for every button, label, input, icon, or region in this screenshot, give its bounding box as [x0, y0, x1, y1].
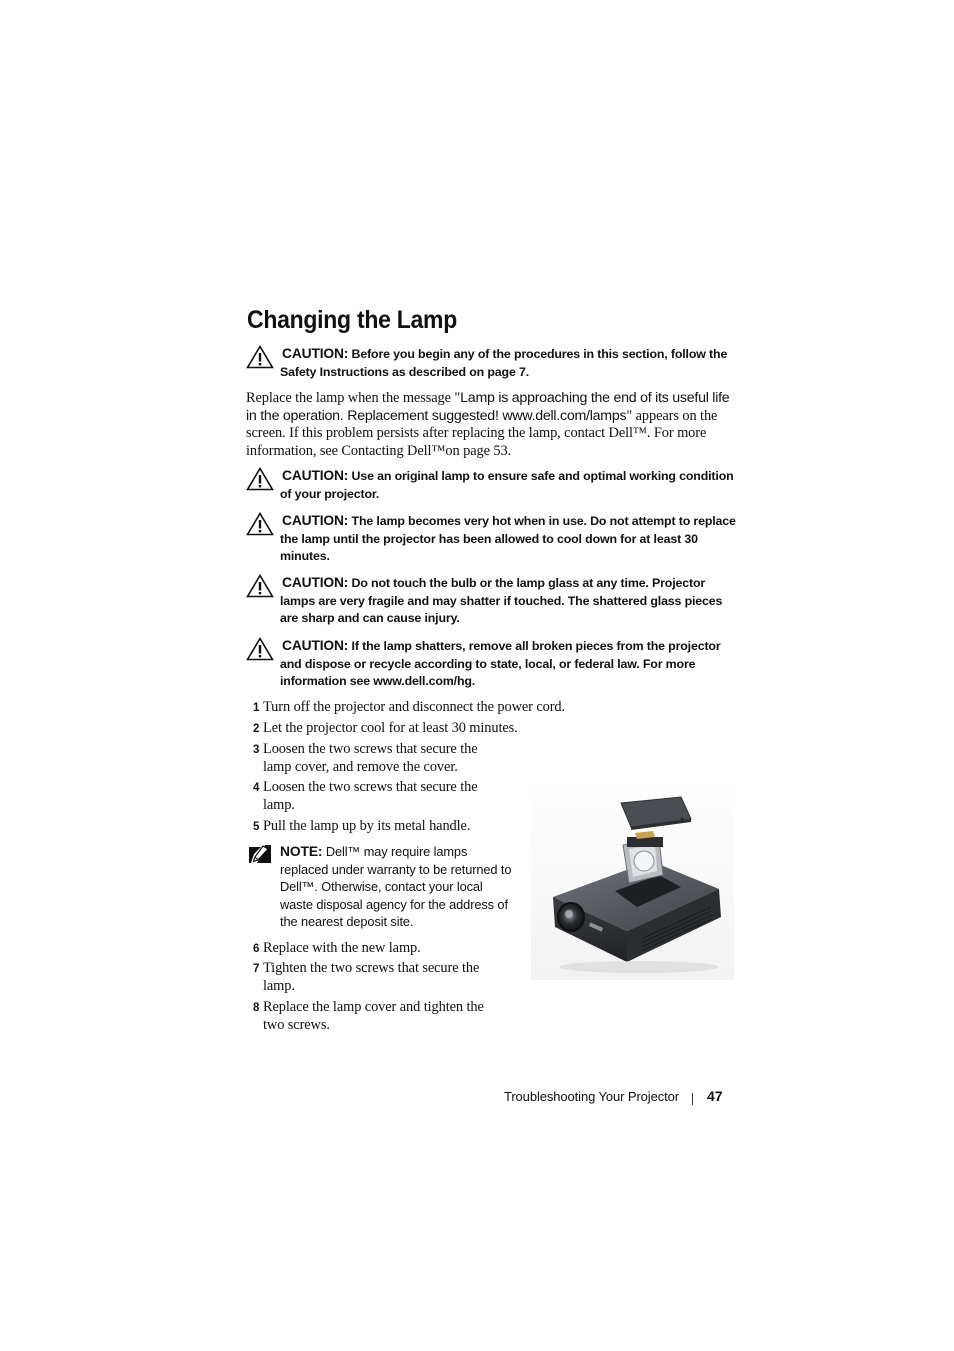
intro-text-after: " appears on the screen. If this problem persists after replacing the lamp, contact Dell™. For more information, see Contacting Dell™on page 53.	[246, 407, 718, 459]
caution-label: CAUTION:	[282, 575, 349, 590]
step-number: 3	[253, 744, 260, 756]
step-number: 1	[253, 702, 260, 714]
caution-text: Do not touch the bulb or the lamp glass at any time. Projector lamps are very fragile and may shatter if touched. The shattered glass pieces are sharp and can cause injury.	[280, 576, 723, 626]
step-text: Let the projector cool for at least 30 minutes.	[263, 720, 518, 736]
warning-triangle-icon	[246, 574, 274, 598]
step-number: 6	[253, 943, 260, 955]
caution-block	[246, 512, 741, 566]
caution-text: Before you begin any of the procedures in this section, follow the Safety Instructions as described on page 7.	[280, 347, 728, 379]
caution-text: Use an original lamp to ensure safe and optimal working condition of your projector.	[280, 469, 734, 501]
intro-paragraph	[246, 390, 738, 460]
step-item	[253, 818, 513, 837]
lamp-warning-message: Lamp is approaching the end of its useful life in the operation. Replacement suggested! www.dell.com/lamps	[246, 390, 730, 424]
caution-block	[246, 345, 741, 381]
step-item	[253, 960, 495, 995]
step-text: Loosen the two screws that secure the lamp.	[263, 779, 478, 813]
footer-section-title: Troubleshooting Your Projector	[503, 1089, 679, 1104]
note-text: Dell™ may require lamps replaced under warranty to be returned to Dell™. Otherwise, contact your local waste disposal agency for the address of the nearest deposit site.	[280, 844, 512, 930]
page-number: 47	[707, 1088, 723, 1104]
projector-lamp-image	[531, 779, 734, 980]
warning-triangle-icon	[246, 637, 274, 661]
step-text: Turn off the projector and disconnect the power cord.	[263, 699, 566, 715]
warning-triangle-icon	[246, 467, 274, 491]
step-item	[253, 741, 503, 776]
step-item	[253, 720, 733, 739]
caution-block	[246, 467, 741, 503]
caution-label: CAUTION:	[282, 468, 349, 483]
step-text: Replace with the new lamp.	[263, 940, 421, 956]
caution-label: CAUTION:	[282, 346, 349, 361]
step-item	[253, 999, 503, 1034]
caution-label: CAUTION:	[282, 513, 349, 528]
step-number: 7	[253, 963, 260, 975]
step-item	[253, 779, 495, 814]
caution-block	[246, 574, 741, 628]
footer-divider	[692, 1093, 693, 1105]
step-number: 2	[253, 723, 260, 735]
caution-block	[246, 637, 741, 691]
step-number: 5	[253, 821, 260, 833]
caution-label: CAUTION:	[282, 638, 349, 653]
page-footer	[0, 1089, 954, 1109]
pencil-note-icon	[247, 843, 273, 865]
note-block	[247, 843, 517, 931]
page-title: Changing the Lamp	[247, 306, 457, 334]
intro-text-before: Replace the lamp when the message "	[246, 390, 461, 406]
step-number: 8	[253, 1002, 260, 1014]
caution-text: The lamp becomes very hot when in use. Do not attempt to replace the lamp until the projector has been allowed to cool down for at least 30 minutes.	[280, 514, 736, 564]
warning-triangle-icon	[246, 345, 274, 369]
step-number: 4	[253, 782, 260, 794]
caution-text: If the lamp shatters, remove all broken pieces from the projector and dispose or recycle according to state, local, or federal law. For more information see www.dell.com/hg.	[280, 639, 721, 689]
step-text: Tighten the two screws that secure the lamp.	[263, 960, 480, 994]
step-text: Replace the lamp cover and tighten the two screws.	[263, 999, 484, 1033]
step-item	[253, 699, 733, 718]
note-label: NOTE:	[280, 844, 323, 859]
step-item	[253, 940, 503, 959]
step-text: Pull the lamp up by its metal handle.	[263, 818, 471, 834]
warning-triangle-icon	[246, 512, 274, 536]
step-text: Loosen the two screws that secure the lamp cover, and remove the cover.	[263, 741, 478, 775]
